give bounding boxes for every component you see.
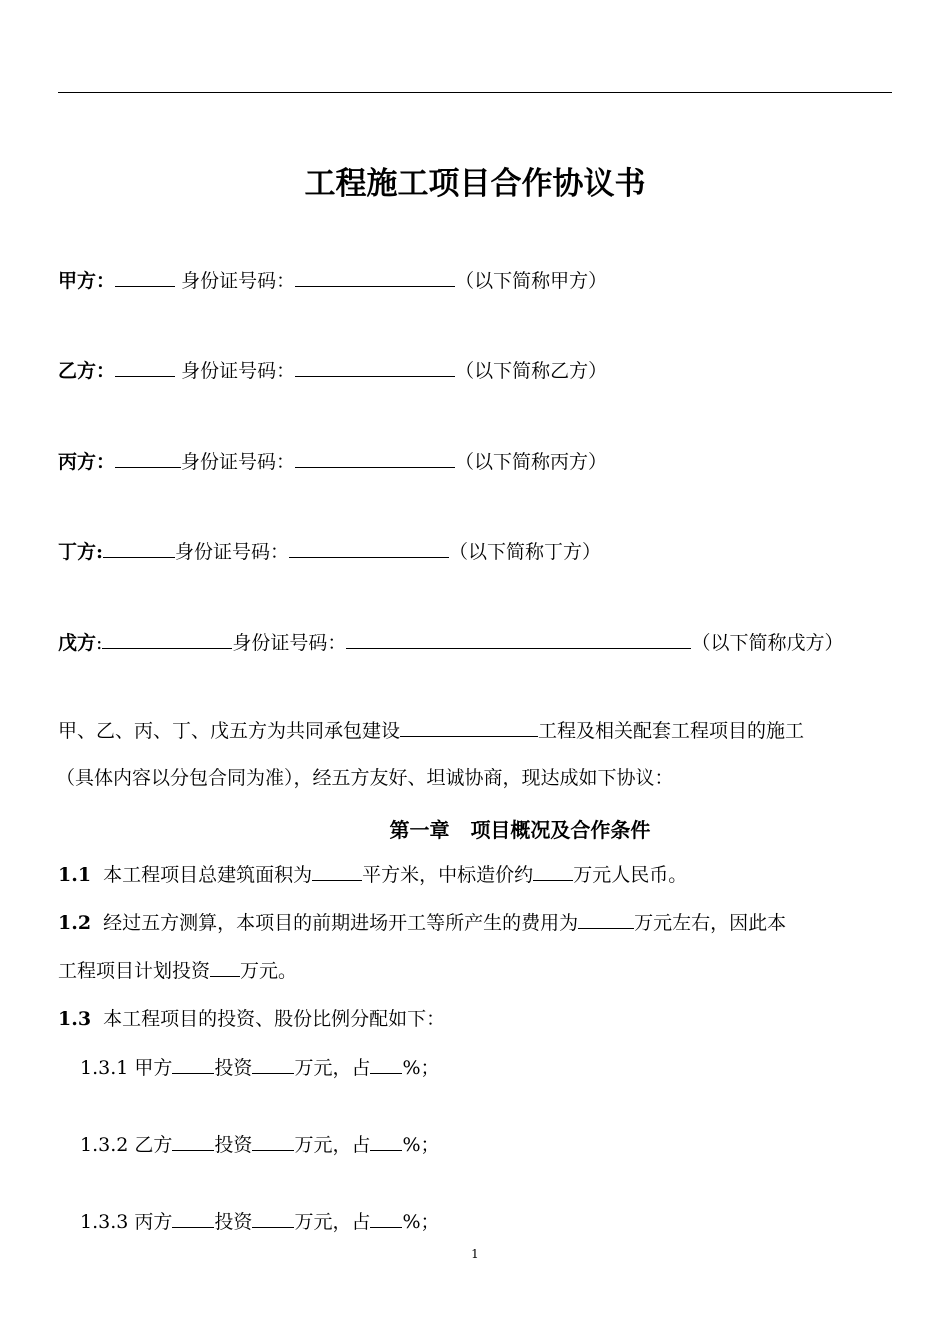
- party-line-yi: [58, 358, 607, 384]
- party-alias: （以下简称甲方）: [455, 270, 608, 292]
- party-name: 戊方: [58, 632, 97, 654]
- subclause-party: 乙方: [134, 1134, 173, 1156]
- party-line-jia: [58, 268, 607, 294]
- amount-blank[interactable]: [252, 1132, 294, 1151]
- name-blank[interactable]: [115, 358, 175, 377]
- percent-blank[interactable]: [370, 1055, 402, 1074]
- clause-text: 本工程项目总建筑面积为: [103, 864, 313, 886]
- clause-text: 本工程项目的投资、股份比例分配如下：: [103, 1008, 446, 1030]
- subclause-text: 投资: [214, 1057, 253, 1079]
- amount-blank[interactable]: [252, 1055, 294, 1074]
- subclause-1-3-3: [80, 1209, 440, 1235]
- subclause-number: 1.3.2: [80, 1134, 129, 1156]
- subclause-number: 1.3.3: [80, 1211, 129, 1233]
- clause-number: 1.2: [58, 912, 92, 934]
- party-name: 丙方：: [58, 451, 116, 473]
- clause-1-2-line-2: [58, 958, 297, 984]
- clause-text: 万元人民币。: [573, 864, 688, 886]
- clause-text: 万元。: [240, 960, 298, 982]
- area-blank[interactable]: [312, 862, 362, 881]
- party-blank[interactable]: [172, 1055, 214, 1074]
- subclause-text: %；: [402, 1134, 440, 1156]
- clause-text: 工程项目计划投资: [58, 960, 211, 982]
- id-blank[interactable]: [295, 449, 455, 468]
- document-title: 工程施工项目合作协议书: [304, 166, 646, 202]
- id-label: 身份证号码：: [181, 270, 296, 292]
- percent-blank[interactable]: [370, 1209, 402, 1228]
- chapter-heading: [0, 814, 950, 843]
- intro-line-2: （具体内容以分包合同为准），经五方友好、坦诚协商，现达成如下协议：: [56, 767, 674, 789]
- party-name: 丁方:: [58, 541, 104, 563]
- subclause-text: 投资: [214, 1134, 253, 1156]
- project-name-blank[interactable]: [400, 718, 538, 737]
- party-blank[interactable]: [172, 1209, 214, 1228]
- subclause-text: 万元，占: [294, 1211, 371, 1233]
- id-label: 身份证号码：: [181, 451, 296, 473]
- id-blank[interactable]: [295, 358, 455, 377]
- subclause-text: 万元，占: [294, 1057, 371, 1079]
- investment-blank[interactable]: [210, 958, 240, 977]
- clause-text: 万元左右，因此本: [634, 912, 787, 934]
- header-rule: [58, 92, 892, 93]
- party-alias: （以下简称乙方）: [455, 360, 608, 382]
- subclause-party: 甲方: [134, 1057, 173, 1079]
- party-alias: （以下简称丁方）: [449, 541, 602, 563]
- clause-number: 1.1: [58, 864, 92, 886]
- chapter-number: 第一章: [389, 818, 450, 842]
- party-alias: （以下简称丙方）: [455, 451, 608, 473]
- id-blank[interactable]: [346, 630, 691, 649]
- id-blank[interactable]: [295, 268, 455, 287]
- party-line-bing: [58, 449, 607, 475]
- subclause-1-3-2: [80, 1132, 440, 1158]
- clause-1-2-line-1: [58, 910, 786, 936]
- clause-text: 经过五方测算，本项目的前期进场开工等所产生的费用为: [103, 912, 579, 934]
- amount-blank[interactable]: [252, 1209, 294, 1228]
- percent-blank[interactable]: [370, 1132, 402, 1151]
- chapter-title: 项目概况及合作条件: [470, 818, 651, 842]
- clause-text: 平方米，中标造价约: [362, 864, 534, 886]
- party-name: 乙方：: [58, 360, 116, 382]
- party-blank[interactable]: [172, 1132, 214, 1151]
- clause-1-3: [58, 1006, 445, 1032]
- intro-text-b: 工程及相关配套工程项目的施工: [538, 720, 805, 742]
- intro-text-a: 甲、乙、丙、丁、戊五方为共同承包建设: [58, 720, 401, 742]
- name-blank[interactable]: [102, 630, 232, 649]
- party-name: 甲方：: [58, 270, 116, 292]
- party-line-ding: [58, 539, 601, 565]
- subclause-party: 丙方: [134, 1211, 173, 1233]
- id-label: 身份证号码：: [232, 632, 347, 654]
- name-blank[interactable]: [115, 268, 175, 287]
- subclause-text: 投资: [214, 1211, 253, 1233]
- intro-line-1: [58, 718, 804, 744]
- subclause-number: 1.3.1: [80, 1057, 129, 1079]
- fee-blank[interactable]: [578, 910, 634, 929]
- id-label: 身份证号码：: [181, 360, 296, 382]
- name-blank[interactable]: [103, 539, 175, 558]
- subclause-1-3-1: [80, 1055, 440, 1081]
- clause-number: 1.3: [58, 1008, 92, 1030]
- party-colon: :: [96, 632, 103, 654]
- subclause-text: %；: [402, 1057, 440, 1079]
- party-line-wu: [58, 630, 843, 656]
- id-label: 身份证号码：: [175, 541, 290, 563]
- clause-1-1: [58, 862, 687, 888]
- subclause-text: %；: [402, 1211, 440, 1233]
- cost-blank[interactable]: [533, 862, 573, 881]
- id-blank[interactable]: [289, 539, 449, 558]
- name-blank[interactable]: [115, 449, 181, 468]
- party-alias: （以下简称戊方）: [691, 632, 844, 654]
- subclause-text: 万元，占: [294, 1134, 371, 1156]
- page-number: 1: [471, 1247, 479, 1261]
